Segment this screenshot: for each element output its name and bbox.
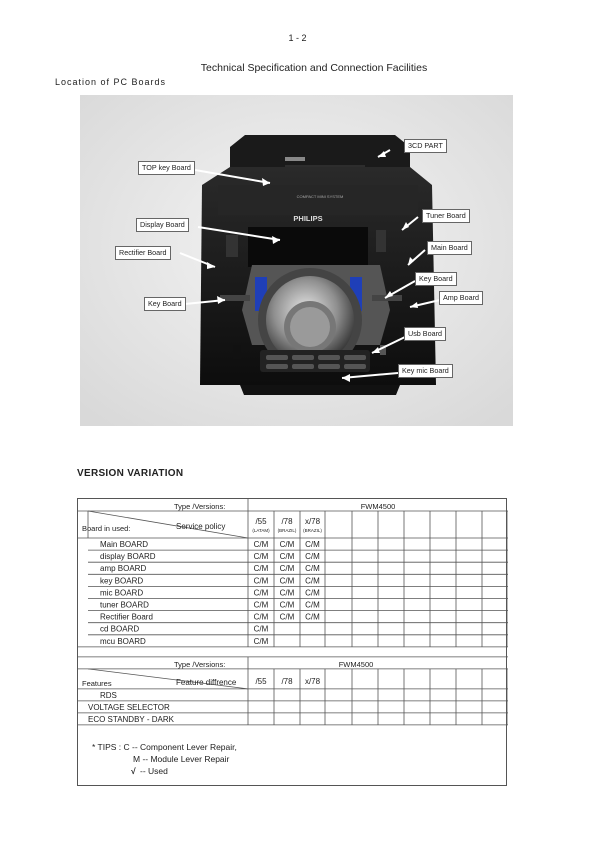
callout-display-board: Display Board	[136, 218, 189, 232]
board-cell: C/M	[253, 624, 269, 634]
callout-key-board-right: Key Board	[415, 272, 457, 286]
feature-diffrence-label: Feature diffrence	[176, 677, 237, 687]
board-name: Main BOARD	[100, 540, 149, 549]
page-number: 1 - 2	[288, 33, 307, 43]
version-variation-frame	[77, 498, 507, 786]
board-cell: C/M	[305, 552, 320, 562]
version-region: (BRAZIL)	[277, 528, 297, 533]
features-label: Features	[82, 678, 112, 688]
version-code: /78	[281, 517, 293, 526]
tips-check-mark: √	[131, 766, 136, 776]
callout-top-key-board: TOP key Board	[138, 161, 195, 175]
version-code: /55	[255, 517, 267, 526]
board-cell: C/M	[279, 600, 295, 610]
callout-3cd-part: 3CD PART	[404, 139, 447, 153]
tips-line-3: -- Used	[140, 766, 168, 776]
board-cell: C/M	[305, 600, 320, 610]
board-cell: C/M	[253, 588, 269, 598]
tips-line-1: * TIPS : C -- Component Lever Repair,	[92, 742, 237, 752]
board-cell: C/M	[305, 564, 320, 574]
callout-usb-board: Usb Board	[404, 327, 446, 341]
callout-tuner-board: Tuner Board	[422, 209, 470, 223]
callout-main-board: Main Board	[427, 241, 472, 255]
board-in-used-label: Board in used:	[82, 524, 131, 533]
board-cell: C/M	[305, 612, 320, 622]
brand-logo: PHILIPS	[293, 214, 323, 223]
version-region: (LATAM)	[252, 528, 270, 533]
board-cell: C/M	[305, 588, 320, 598]
type-versions-label: Type /Versions:	[174, 502, 226, 511]
board-cell: C/M	[279, 588, 295, 598]
board-name: display BOARD	[100, 552, 156, 562]
board-cell: C/M	[279, 540, 295, 549]
page-title: Technical Specification and Connection Facilities	[200, 62, 428, 74]
board-cell: C/M	[279, 552, 295, 562]
board-cell: C/M	[253, 564, 269, 574]
board-name: tuner BOARD	[100, 600, 149, 610]
board-cell: C/M	[279, 612, 295, 622]
version-variation-heading: VERSION VARIATION	[77, 468, 184, 479]
board-name: key BOARD	[100, 576, 144, 586]
callout-key-board-left: Key Board	[144, 297, 186, 311]
model-label-2: FWM4500	[338, 659, 374, 669]
version-code-2: /55	[255, 676, 267, 686]
board-name: mcu BOARD	[100, 636, 146, 646]
callout-amp-board: Amp Board	[439, 291, 483, 305]
board-cell: C/M	[305, 540, 320, 549]
board-cell: C/M	[253, 552, 269, 562]
type-versions-label-2: Type /Versions:	[174, 659, 226, 669]
tips-line-2: M -- Module Lever Repair	[133, 754, 230, 764]
board-name: Rectifier Board	[100, 612, 153, 622]
board-cell: C/M	[253, 576, 269, 586]
board-cell: C/M	[253, 636, 269, 646]
callout-key-mic-board: Key mic Board	[398, 364, 453, 378]
section-heading: Location of PC Boards	[55, 77, 167, 87]
board-cell: C/M	[279, 576, 295, 586]
board-cell: C/M	[253, 600, 269, 610]
model-label: FWM4500	[360, 502, 396, 511]
svg-text:COMPACT MINI SYSTEM: COMPACT MINI SYSTEM	[296, 194, 344, 199]
board-cell: C/M	[305, 576, 320, 586]
feature-name: RDS	[100, 690, 117, 700]
service-policy-label: Service policy	[176, 522, 226, 531]
version-code-2: x/78	[304, 676, 321, 686]
feature-name: ECO STANDBY - DARK	[88, 714, 174, 724]
board-name: cd BOARD	[100, 624, 140, 634]
callout-rectifier-board: Rectifier Board	[115, 246, 171, 260]
board-cell: C/M	[253, 612, 269, 622]
board-cell: C/M	[253, 540, 269, 549]
board-name: mic BOARD	[100, 588, 144, 598]
feature-name: VOLTAGE SELECTOR	[88, 702, 170, 712]
product-photo	[80, 95, 513, 426]
version-code-2: /78	[281, 676, 293, 686]
board-name: amp BOARD	[100, 564, 147, 574]
version-code: x/78	[304, 517, 321, 526]
version-region: (BRAZIL)	[303, 528, 322, 533]
board-cell: C/M	[279, 564, 295, 574]
